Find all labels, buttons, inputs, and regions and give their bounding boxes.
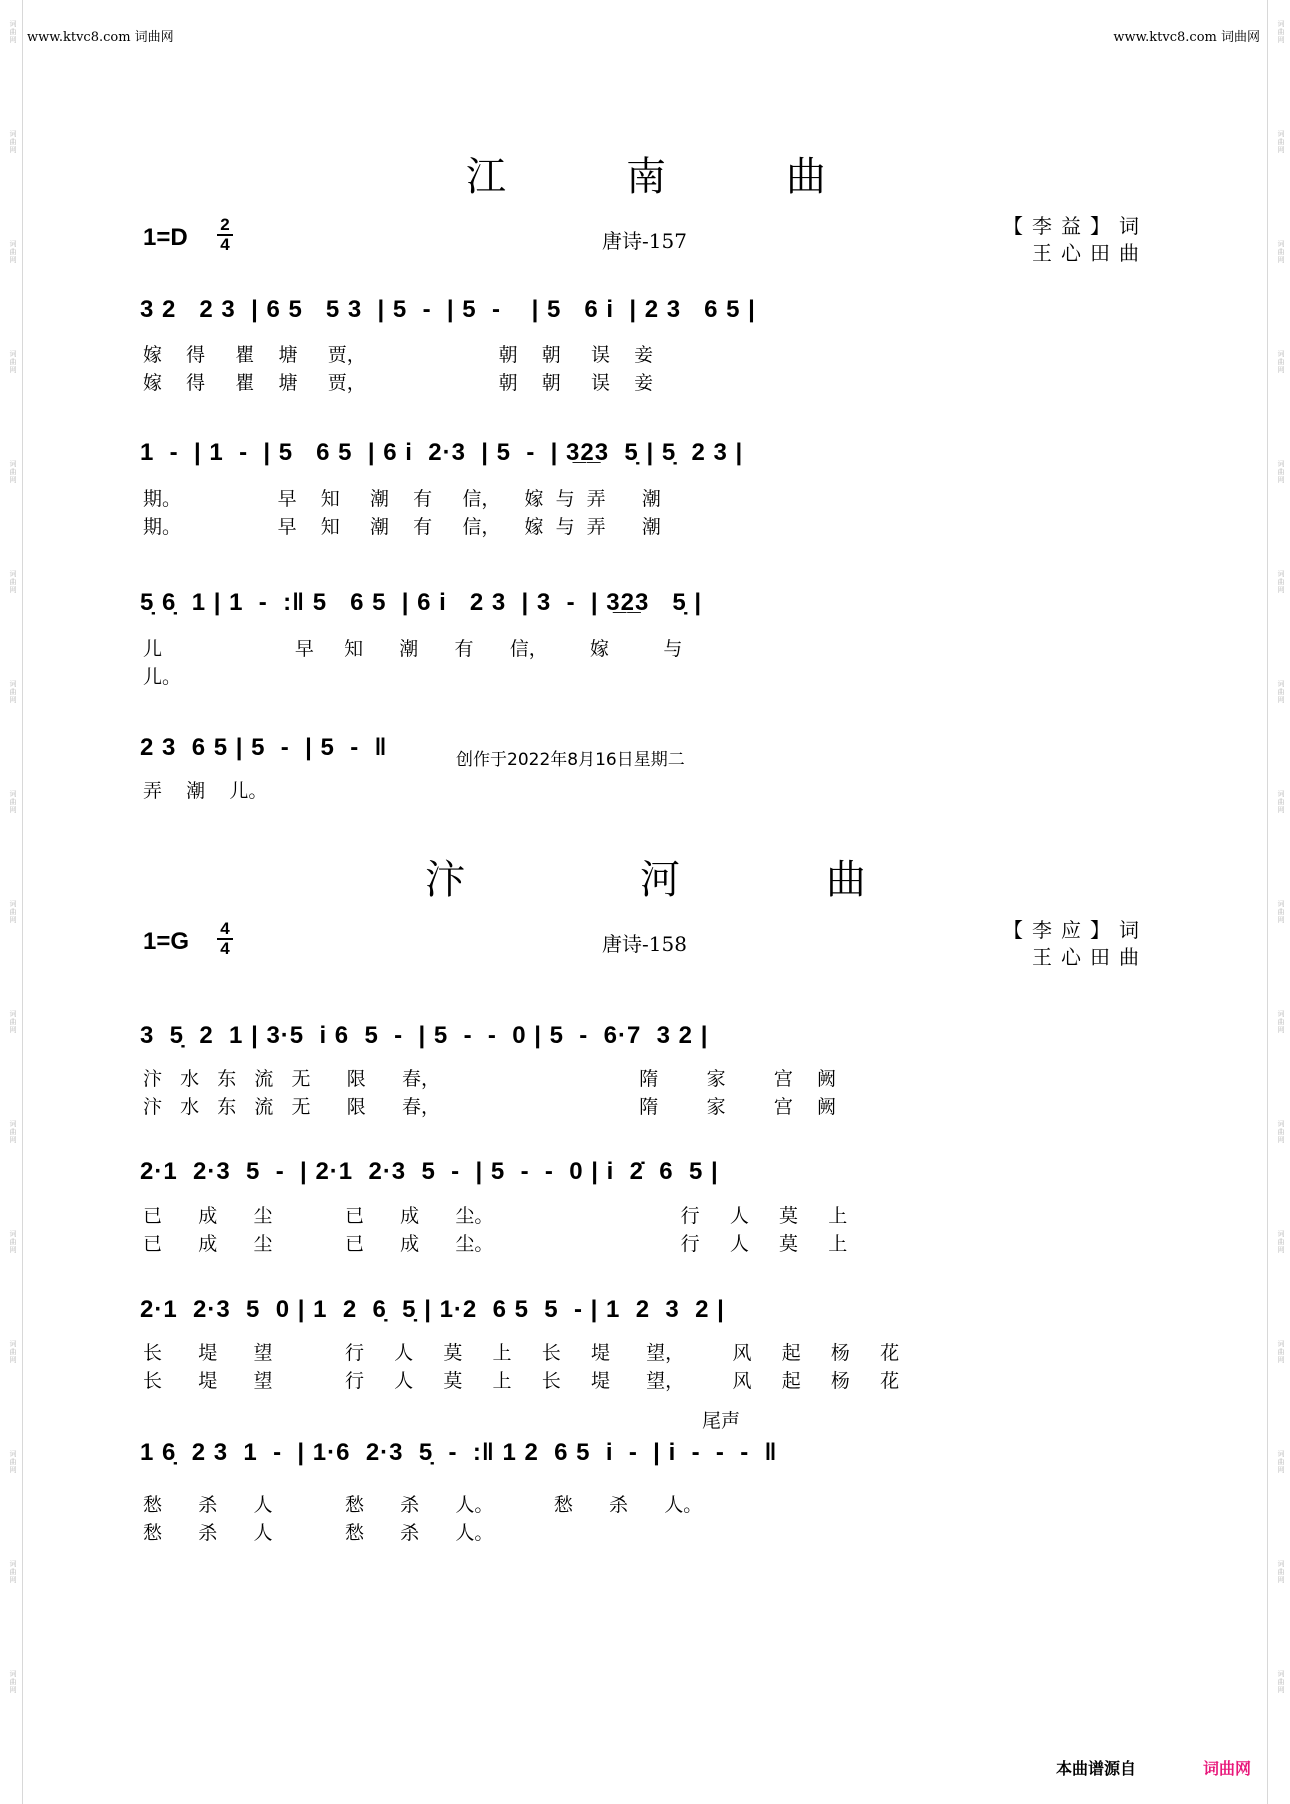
watermark-text: 词曲网 [1277,1010,1285,1034]
watermark-text: 词曲网 [9,1120,17,1144]
song1-lyrics-verse1-row2: 期。 早 知 潮 有 信， 嫁 与 弄 潮 [143,488,661,510]
song1-lyricist: 【李益】词 [1003,214,1148,238]
song1-key: 1=D [143,224,188,251]
song2-lyrics-verse2-row4: 愁 杀 人 愁 杀 人。 [143,1522,494,1544]
song1-title [0,145,1290,200]
notes: 1 6̣ 2 3 1 - | 1·6 2·3 5̣ - :‖ 1 2 6 5 i - | i - - - ‖ [140,1439,778,1466]
song2-staff-row-3 [140,1290,1150,1334]
song2-title-char: 汴 [425,857,465,903]
song2-title-char: 曲 [826,857,866,903]
watermark-text: 词曲网 [1277,130,1285,154]
footer-brand-link[interactable]: 词曲网 [1203,1759,1252,1778]
watermark-text: 词曲网 [9,1450,17,1474]
notes: 5̣ 6̣ 1 | 1 - :‖ 5 6 5 | 6 i 2 3 | 3 - | 3̲2̲3 5̣ | [140,589,703,616]
song2-staff-row-4 [140,1433,1150,1477]
song1-title-char: 曲 [786,154,826,200]
song1-lyrics-verse2-row1: 嫁 得 瞿 塘 贾， 朝 朝 误 妾 [143,372,654,394]
watermark-text: 词曲网 [1277,350,1285,374]
song2-meter [217,921,233,957]
song2-lyrics-verse1-row3: 长 堤 望 行 人 莫 上 长 堤 望， 风 起 杨 花 [143,1342,900,1364]
watermark-text: 词曲网 [1277,680,1285,704]
watermark-text: 词曲网 [9,570,17,594]
song1-lyrics-verse1-row3: 儿 早 知 潮 有 信， 嫁 与 [143,638,683,660]
song2-subtitle: 唐诗-158 [602,932,687,956]
watermark-text: 词曲网 [1277,790,1285,814]
notes: 2·1 2·3 5 0 | 1 2 6̣ 5̣ | 1·2 6 5 5 - | 1 2 3 2 | [140,1296,725,1323]
watermark-text: 词曲网 [1277,1560,1285,1584]
watermark-text: 词曲网 [9,350,17,374]
watermark-text: 词曲网 [1277,1230,1285,1254]
footer-source-label: 本曲谱源自 [1056,1759,1137,1778]
watermark-text: 词曲网 [9,1340,17,1364]
notes: 2 3 6 5 | 5 - | 5 - ‖ [140,734,388,761]
watermark-text: 词曲网 [9,680,17,704]
watermark-text: 词曲网 [1277,20,1285,44]
watermark-text: 词曲网 [9,900,17,924]
notes: 1 - | 1 - | 5 6 5 | 6 i 2·3 | 5 - | 3̲2̲3 5̣ | 5̣ 2 3 | [140,439,744,466]
song1-staff-row-3 [140,583,1150,627]
watermark-text: 词曲网 [9,790,17,814]
watermark-text: 词曲网 [9,1230,17,1254]
song2-lyricist: 【李应】词 [1003,918,1148,942]
coda-label: 尾声 [702,1410,741,1432]
site-link-left[interactable]: www.ktvc8.com 词曲网 [27,30,174,45]
song1-meter [217,217,233,253]
song1-staff-row-4 [140,728,450,772]
watermark-text: 词曲网 [1277,1340,1285,1364]
song2-staff-row-2 [140,1152,1150,1196]
song2-key: 1=G [143,928,190,955]
watermark-text: 词曲网 [9,130,17,154]
watermark-text: 词曲网 [1277,1450,1285,1474]
song1-title-char: 南 [626,154,666,200]
watermark-text: 词曲网 [9,460,17,484]
song1-staff-row-1 [140,290,1150,334]
song2-composer: 王心田曲 [1032,945,1148,969]
meter-top: 4 [220,919,230,938]
right-watermark-strip [1267,0,1290,1804]
notes: 3 2 2 3 | 6 5 5 3 | 5 - | 5 - | 5 6 i | 2 3 6 5 | [140,296,756,323]
song1-lyrics-verse2-row2: 期。 早 知 潮 有 信， 嫁 与 弄 潮 [143,516,661,538]
song1-composer: 王心田曲 [1032,241,1148,265]
song1-staff-row-2 [140,433,1150,477]
song2-lyrics-verse1-row2: 已 成 尘 已 成 尘。 行 人 莫 上 [143,1205,848,1227]
notes: 3 5̣ 2 1 | 3·5 i 6 5 - | 5 - - 0 | 5 - 6·7 3 2 | [140,1022,709,1049]
watermark-text: 词曲网 [1277,570,1285,594]
watermark-text: 词曲网 [1277,240,1285,264]
watermark-text: 词曲网 [9,20,17,44]
watermark-text: 词曲网 [1277,900,1285,924]
left-watermark-strip [0,0,23,1804]
song2-lyrics-verse1-row4: 愁 杀 人 愁 杀 人。 愁 杀 人。 [143,1494,703,1516]
song2-lyrics-verse2-row3: 长 堤 望 行 人 莫 上 长 堤 望， 风 起 杨 花 [143,1370,900,1392]
song2-title-char: 河 [640,857,680,903]
song2-staff-row-1 [140,1016,1150,1060]
watermark-text: 词曲网 [1277,460,1285,484]
watermark-text: 词曲网 [9,1560,17,1584]
song1-lyrics-verse2-row3: 儿。 [143,666,182,688]
song2-title [0,848,1290,903]
site-link-right[interactable]: www.ktvc8.com 词曲网 [1113,30,1260,45]
song2-lyrics-verse1-row1: 汴 水 东 流 无 限 春， 隋 家 宫 阙 [143,1068,837,1090]
watermark-text: 词曲网 [9,1670,17,1694]
song1-date-note: 创作于2022年8月16日星期二 [456,750,685,770]
song2-lyrics-verse2-row2: 已 成 尘 已 成 尘。 行 人 莫 上 [143,1233,848,1255]
watermark-text: 词曲网 [1277,1120,1285,1144]
meter-bottom: 4 [220,939,230,958]
song1-lyrics-verse1-row4: 弄 潮 儿。 [143,780,268,802]
meter-bottom: 4 [220,235,230,254]
watermark-text: 词曲网 [9,240,17,264]
song2-lyrics-verse2-row1: 汴 水 东 流 无 限 春， 隋 家 宫 阙 [143,1096,837,1118]
song1-subtitle: 唐诗-157 [602,229,687,253]
watermark-text: 词曲网 [9,1010,17,1034]
notes: 2·1 2·3 5 - | 2·1 2·3 5 - | 5 - - 0 | i 2̇ 6 5 | [140,1158,719,1185]
song1-title-char: 江 [466,154,506,200]
meter-top: 2 [220,215,230,234]
watermark-text: 词曲网 [1277,1670,1285,1694]
song1-lyrics-verse1-row1: 嫁 得 瞿 塘 贾， 朝 朝 误 妾 [143,344,654,366]
